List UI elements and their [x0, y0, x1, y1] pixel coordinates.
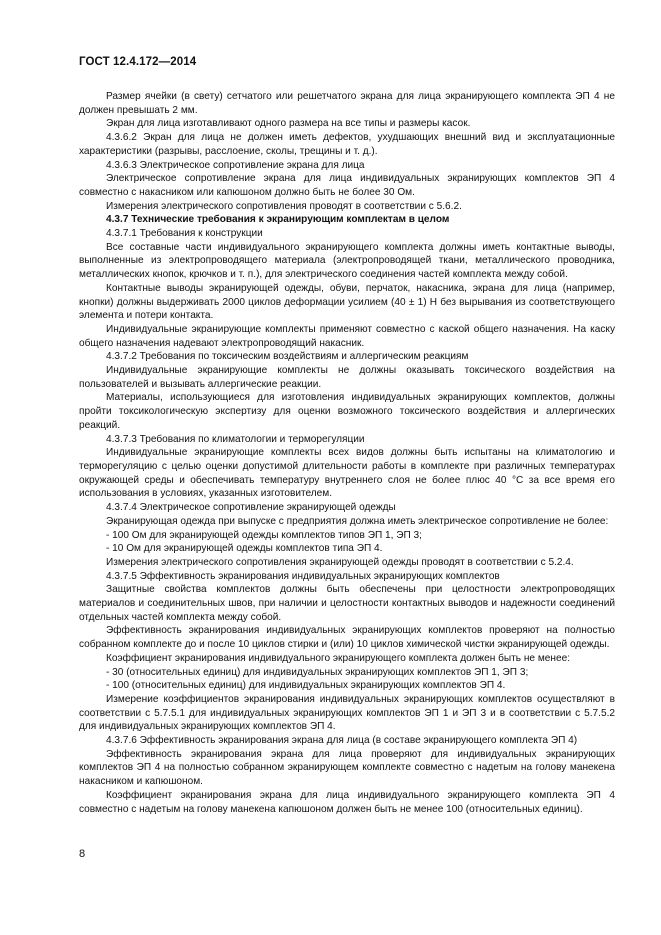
paragraph: Измерения электрического сопротивления экранирующей одежды проводят в соответствии с 5.2.4.	[106, 556, 574, 568]
paragraph: 4.3.7 Технические требования к экранирующим комплектам в целом	[106, 214, 450, 226]
paragraph: - 100 (относительных единиц) для индивидуальных экранирующих комплектов ЭП 4.	[106, 680, 506, 692]
paragraph: 4.3.7.4 Электрическое сопротивление экранирующей одежды	[106, 502, 396, 514]
paragraph: Контактные выводы экранирующей одежды, обуви, перчаток, накасника, экрана для лица (например, кнопки) должны выдерживать 2000 циклов деформации усилием (40 ± 1) Н без вырывания из соответствующего элемента и потери контакта.	[79, 282, 615, 322]
paragraph: - 30 (относительных единиц) для индивидуальных экранирующих комплектов ЭП 1, ЭП 3;	[106, 666, 529, 678]
paragraph: 4.3.6.3 Электрическое сопротивление экрана для лица	[106, 159, 365, 171]
paragraph: - 10 Ом для экранирующей одежды комплектов типа ЭП 4.	[106, 543, 383, 555]
page-number: 8	[79, 848, 86, 860]
paragraph: Материалы, использующиеся для изготовления индивидуальных экранирующих комплектов, должны пройти токсикологическую экспертизу для оценки возможного токсического воздействия и аллергических реакций.	[79, 392, 615, 431]
document-body	[79, 90, 615, 816]
paragraph: Эффективность экранирования экрана для лица проверяют для индивидуальных экранирующих комплектов ЭП 4 на полностью собранном экранирующем комплекте совместно с надетым на голову манекена накасником и капюшоном.	[79, 748, 615, 788]
document-header: ГОСТ 12.4.172—2014	[79, 56, 197, 68]
paragraph: Коэффициент экранирования экрана для лица индивидуального экранирующего комплекта ЭП 4 совместно с надетым на голову манекена капюшоном должен быть не менее 100 (относительных единиц).	[79, 789, 615, 815]
paragraph: 4.3.7.2 Требования по токсическим воздействиям и аллергическим реакциям	[106, 351, 469, 363]
paragraph: Эффективность экранирования индивидуальных экранирующих комплектов проверяют на полностью собранном комплекте до и после 10 циклов стирки и (или) 10 циклов химической чистки экранирующей одежды.	[79, 625, 615, 651]
paragraph: 4.3.7.6 Эффективность экранирования экрана для лица (в составе экранирующего комплекта ЭП 4)	[106, 735, 578, 747]
paragraph: Измерения электрического сопротивления проводят в соответствии с 5.6.2.	[106, 200, 462, 212]
paragraph: Индивидуальные экранирующие комплекты всех видов должны быть испытаны на климатологию и терморегуляцию с целью оценки допустимой длительности работы в комплекте при различных температурах окружающей среды и обеспечивать температуру внутреннего слоя не более плюс 40 °С за все время его использования в условиях, указанных изготовителем.	[79, 447, 615, 500]
paragraph: 4.3.7.5 Эффективность экранирования индивидуальных экранирующих комплектов	[106, 570, 500, 582]
paragraph: Экранирующая одежда при выпуске с предприятия должна иметь электрическое сопротивление не более:	[106, 515, 609, 527]
paragraph: - 100 Ом для экранирующей одежды комплектов типов ЭП 1, ЭП 3;	[106, 529, 422, 541]
paragraph: Все составные части индивидуального экранирующего комплекта должны иметь контактные выводы, выполненные из электропроводящего материала (электропроводящей ткани, металлического проводника, металлических кнопок, крючков и т. п.), для электрического соединения частей комплекта между собой.	[79, 241, 615, 281]
paragraph: Электрическое сопротивление экрана для лица индивидуальных экранирующих комплектов ЭП 4 совместно с накасником или капюшоном должно быть не более 30 Ом.	[79, 173, 615, 198]
paragraph: Размер ячейки (в свету) сетчатого или решетчатого экрана для лица экранирующего комплекта ЭП 4 не должен превышать 2 мм.	[79, 91, 615, 116]
paragraph: 4.3.7.3 Требования по климатологии и терморегуляции	[106, 433, 365, 445]
paragraph: Индивидуальные экранирующие комплекты применяют совместно с каской общего назначения. На каску общего назначения надевают электропроводящий накасник.	[79, 323, 615, 349]
paragraph: Коэффициент экранирования индивидуального экранирующего комплекта должен быть не менее:	[106, 652, 571, 664]
paragraph: Защитные свойства комплектов должны быть обеспечены при целостности электропроводящих материалов и соединительных швов, при наличии и целостности контактных выводов и надежности соединений отдельных частей комплекта между собой.	[79, 584, 615, 623]
paragraph: 4.3.7.1 Требования к конструкции	[106, 228, 263, 240]
paragraph: Индивидуальные экранирующие комплекты не должны оказывать токсического воздействия на пользователей и вызывать аллергические реакции.	[79, 365, 615, 390]
paragraph: 4.3.6.2 Экран для лица не должен иметь дефектов, ухудшающих внешний вид и эксплуатационные характеристики (разрывы, расслоение, сколы, трещины и т. д.).	[79, 132, 615, 157]
paragraph: Измерение коэффициентов экранирования индивидуальных экранирующих комплектов осуществляют в соответствии с 5.7.5.1 для индивидуальных экранирующих комплектов ЭП 1 и ЭП 3 и в соответствии с 5.7.5.2 для индивидуальных экранирующих комплектов ЭП 4.	[79, 693, 615, 733]
paragraph: Экран для лица изготавливают одного размера на все типы и размеры касок.	[106, 118, 471, 130]
